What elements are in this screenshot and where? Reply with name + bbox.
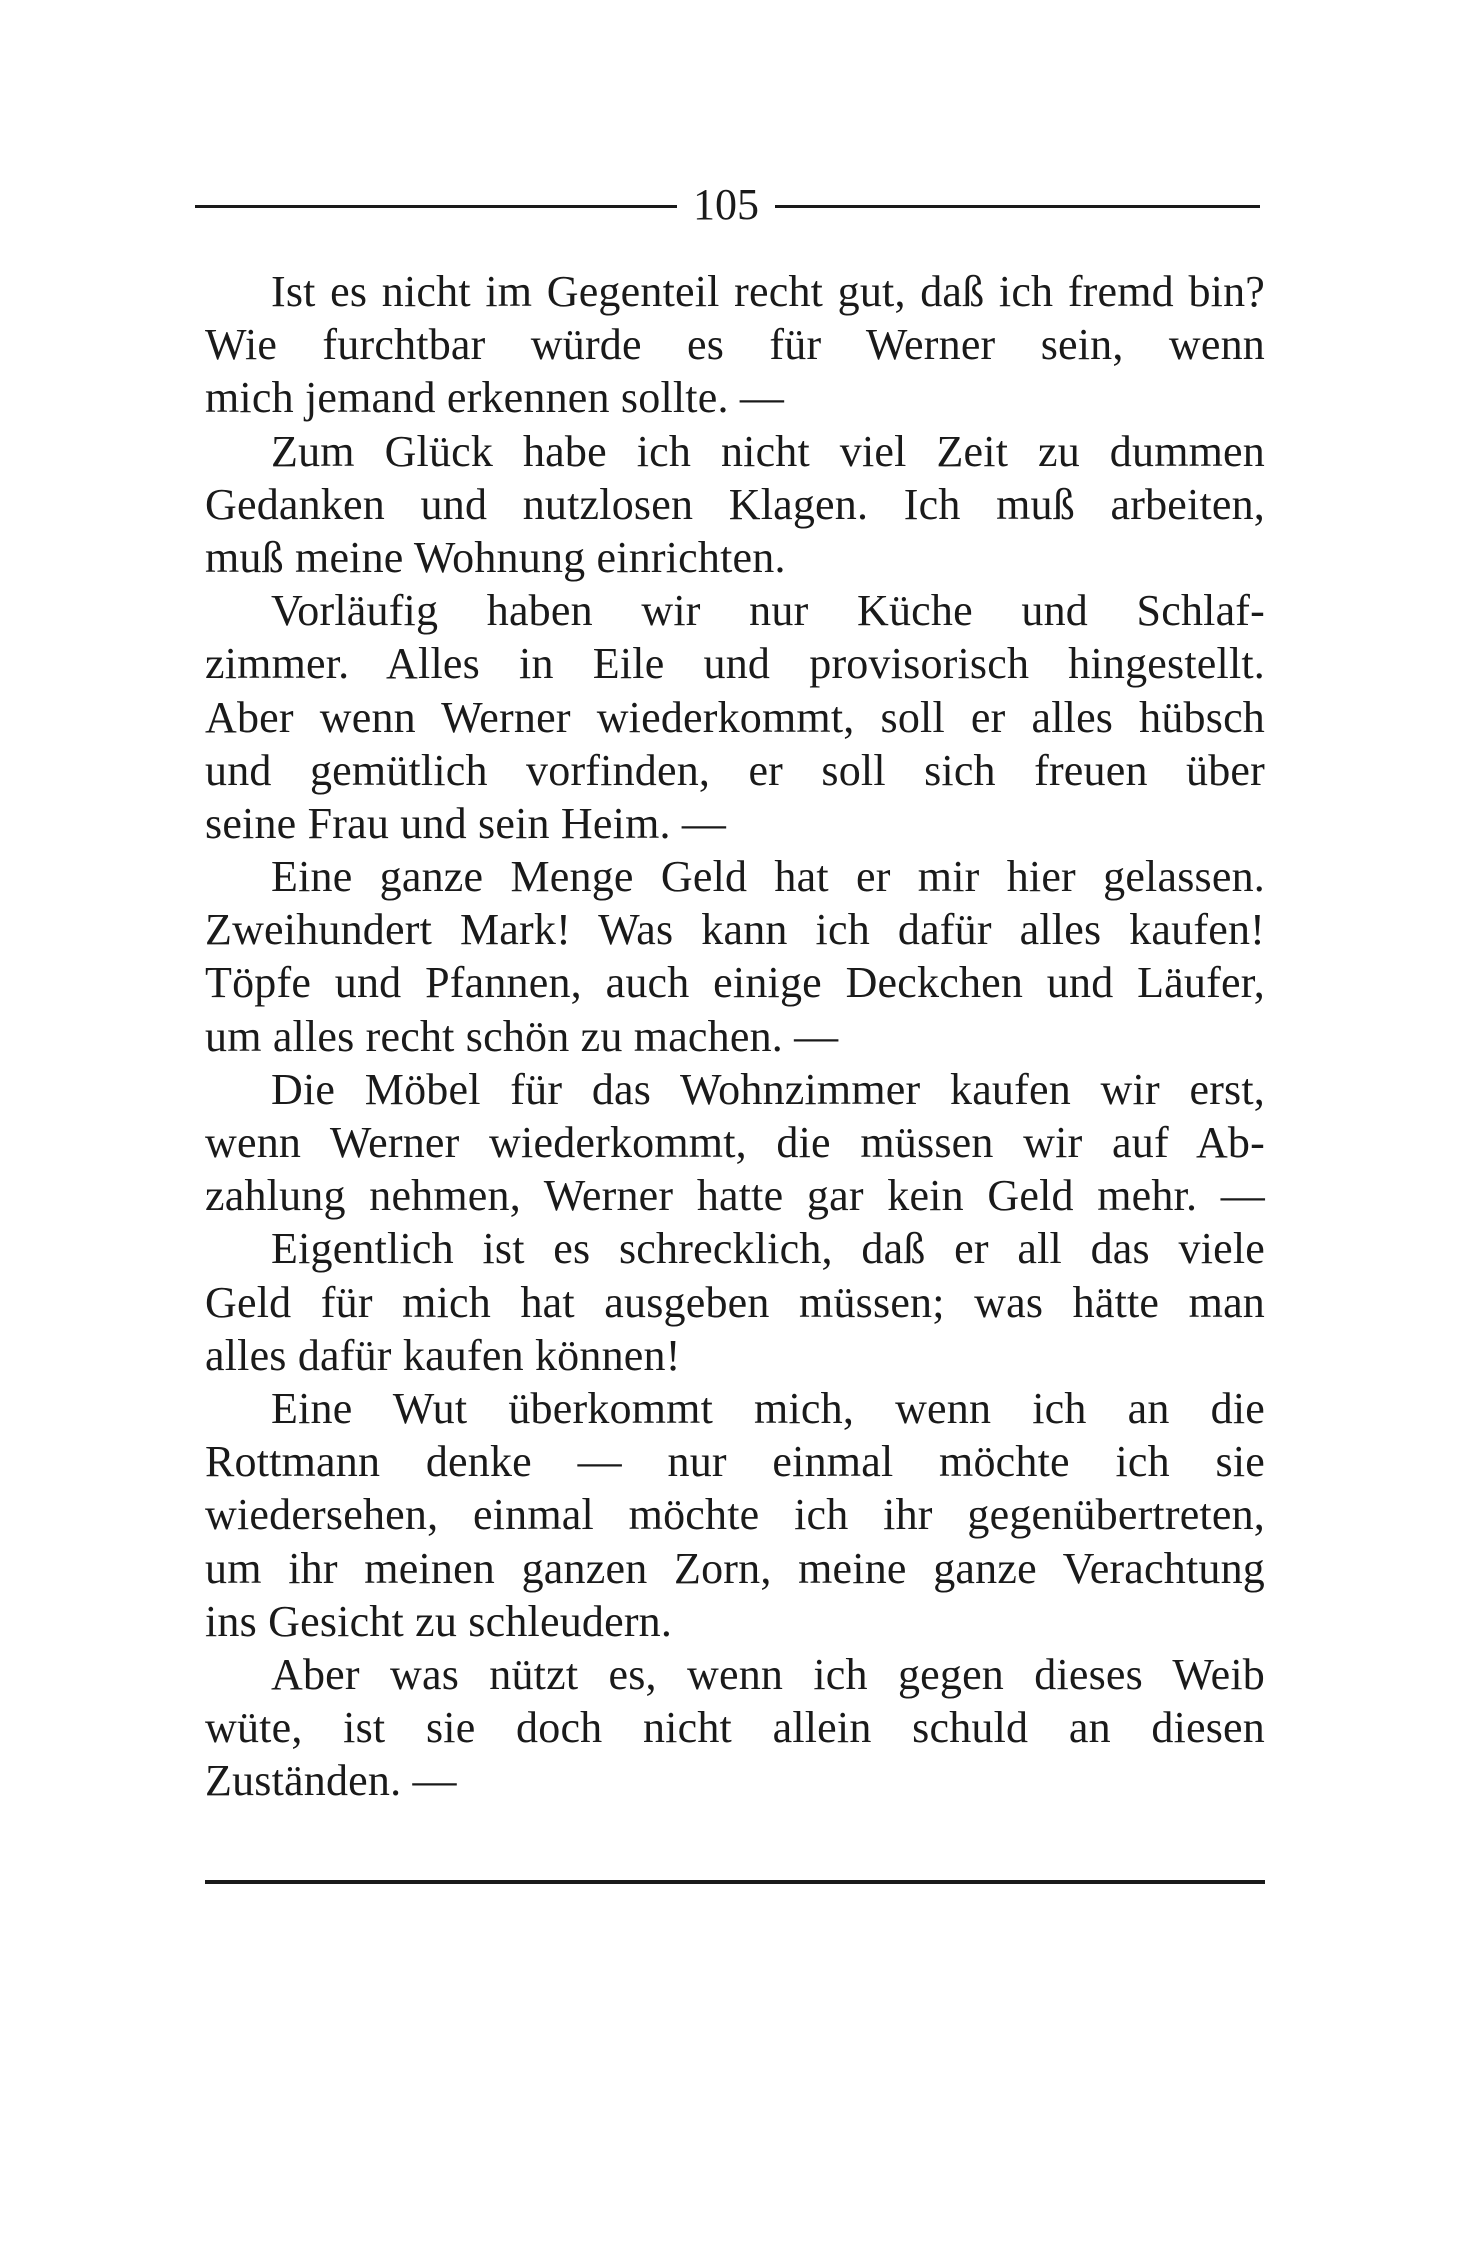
text-line: und gemütlich vorfinden, er soll sich freuen über — [205, 745, 1265, 795]
text-line: Die Möbel für das Wohnzimmer kaufen wir erst, — [271, 1064, 1265, 1114]
text-line: wenn Werner wiederkommt, die müssen wir auf Ab- — [205, 1118, 1265, 1167]
text-line: um alles recht schön zu machen. — — [205, 1011, 839, 1061]
text-line: Töpfe und Pfannen, auch einige Deckchen und Läufer, — [205, 958, 1265, 1008]
text-line: muß meine Wohnung einrichten. — [205, 532, 786, 582]
text-line: alles dafür kaufen können! — [205, 1330, 681, 1380]
text-line: Zweihundert Mark! Was kann ich dafür alles kaufen! — [205, 905, 1265, 955]
text-line: zahlung nehmen, Werner hatte gar kein Geld mehr. — — [205, 1171, 1265, 1221]
text-line: seine Frau und sein Heim. — — [205, 798, 727, 848]
text-line: ins Gesicht zu schleudern. — [205, 1596, 673, 1646]
text-line: Zuständen. — — [205, 1756, 457, 1806]
text-line: Aber wenn Werner wiederkommt, soll er alles hübsch — [205, 692, 1265, 742]
page-header — [195, 175, 1260, 235]
text-line: mich jemand erkennen sollte. — — [205, 373, 785, 423]
text-line: um ihr meinen ganzen Zorn, meine ganze Verachtung — [205, 1543, 1265, 1593]
header-rule-left — [195, 205, 677, 208]
text-line: Wie furchtbar würde es für Werner sein, wenn — [205, 320, 1265, 370]
text-line: Eigentlich ist es schrecklich, daß er all das viele — [271, 1224, 1265, 1274]
header-rule-right — [775, 205, 1260, 208]
text-line: wiedersehen, einmal möchte ich ihr gegenübertreten, — [205, 1490, 1265, 1540]
body-text — [205, 265, 1265, 1807]
text-line: Eine ganze Menge Geld hat er mir hier gelassen. — [271, 852, 1265, 902]
text-line: Eine Wut überkommt mich, wenn ich an die — [271, 1383, 1265, 1433]
text-line: Geld für mich hat ausgeben müssen; was hätte man — [205, 1277, 1265, 1327]
page-number: 105 — [693, 180, 759, 229]
text-line: Rottmann denke — nur einmal möchte ich sie — [205, 1437, 1265, 1487]
text-line: Gedanken und nutzlosen Klagen. Ich muß arbeiten, — [205, 479, 1265, 529]
text-line: Ist es nicht im Gegenteil recht gut, daß ich fremd bin? — [271, 267, 1265, 316]
text-line: Aber was nützt es, wenn ich gegen dieses Weib — [271, 1649, 1265, 1699]
text-line: Zum Glück habe ich nicht viel Zeit zu dummen — [271, 426, 1265, 476]
footer-rule — [205, 1880, 1265, 1884]
text-line: zimmer. Alles in Eile und provisorisch hingestellt. — [205, 639, 1265, 689]
text-line: wüte, ist sie doch nicht allein schuld an diesen — [205, 1703, 1265, 1753]
text-line: Vorläufig haben wir nur Küche und Schlaf- — [271, 586, 1265, 636]
